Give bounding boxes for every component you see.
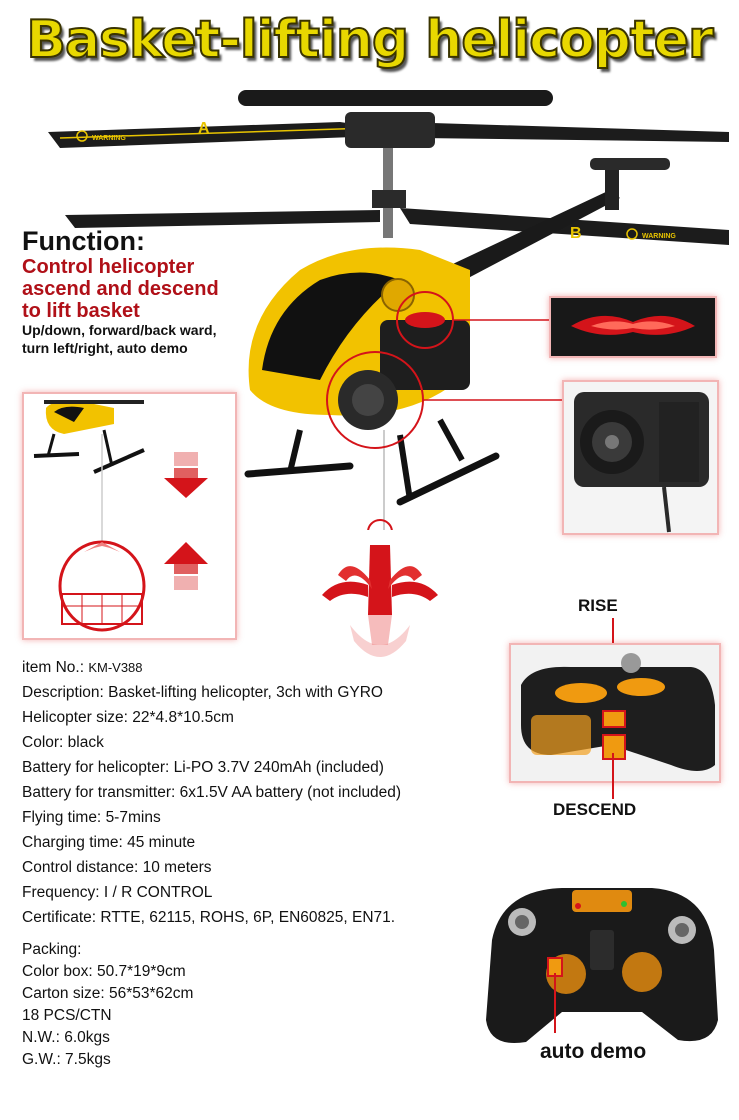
- function-highlight: [22, 256, 292, 322]
- blade-warning-text-1: WARNING: [92, 135, 126, 142]
- tail-rotor-bar: [590, 158, 670, 170]
- spec-row: [22, 908, 395, 928]
- function-highlight-line: to lift basket: [22, 300, 140, 322]
- rise-label: RISE: [578, 596, 618, 615]
- packing-line: G.W.: 7.5kgs: [22, 1051, 111, 1068]
- spec-row: [22, 833, 195, 853]
- rotor-hub: [345, 112, 435, 148]
- controller-closeup-inset: [509, 643, 721, 783]
- winch-hub: [352, 384, 384, 416]
- flybar: [238, 90, 553, 106]
- controller-closeup-image: [511, 645, 719, 781]
- skid-strut-1: [290, 430, 300, 472]
- blade-warning-text-2: WARNING: [642, 233, 676, 240]
- descend-label: DESCEND: [553, 800, 637, 819]
- tail-rotor-mount: [605, 170, 619, 210]
- skid-strut-3: [400, 435, 410, 500]
- red-led: [405, 312, 445, 328]
- skid-left: [248, 466, 350, 474]
- basket-lift-inset: [22, 392, 237, 640]
- spec-value: KM-V388: [88, 660, 143, 675]
- spec-row: [22, 683, 383, 703]
- packing-line: N.W.: 6.0kgs: [22, 1029, 110, 1046]
- spec-label: Battery for helicopter:: [22, 759, 170, 776]
- auto-demo-label: auto demo: [540, 1040, 647, 1063]
- spec-row: [22, 758, 384, 778]
- spec-row: [22, 808, 161, 828]
- spec-value: 10 meters: [142, 859, 212, 876]
- spec-row: [22, 708, 234, 728]
- spec-value: 45 minute: [127, 834, 196, 851]
- spec-label: Description:: [22, 684, 104, 701]
- spec-value: 6x1.5V AA battery (not included): [179, 784, 402, 801]
- spec-row: [22, 858, 212, 878]
- spec-label: Battery for transmitter:: [22, 784, 176, 801]
- callout-circle-hook: [368, 520, 392, 530]
- spec-value: 5-7mins: [105, 809, 161, 826]
- spec-label: Frequency:: [22, 884, 100, 901]
- spec-label: Control distance:: [22, 859, 139, 876]
- blade-letter-a: A: [198, 120, 210, 137]
- spec-label: Flying time:: [22, 809, 102, 826]
- skid-right: [400, 456, 496, 502]
- packing-line: Carton size: 56*53*62cm: [22, 985, 194, 1002]
- auto-demo-pointer-line: [554, 973, 556, 1033]
- function-heading: Function:: [22, 226, 145, 256]
- page-title: Basket-lifting helicopter: [26, 10, 713, 70]
- spec-row: [22, 883, 212, 903]
- basket-lift-diagram: [24, 394, 235, 638]
- spec-label: Helicopter size:: [22, 709, 128, 726]
- spec-label: Charging time:: [22, 834, 123, 851]
- lower-hub: [372, 190, 406, 208]
- gear-emblem: [382, 279, 414, 311]
- spec-value: Basket-lifting helicopter, 3ch with GYRO: [108, 684, 383, 701]
- spec-label: item No.:: [22, 659, 85, 676]
- spec-value: Li-PO 3.7V 240mAh (included): [173, 759, 384, 776]
- function-detail-line: turn left/right, auto demo: [22, 340, 188, 356]
- spec-value: RTTE, 62115, ROHS, 6P, EN60825, EN71.: [100, 909, 396, 926]
- winch-inset: [562, 380, 719, 535]
- spec-row: [22, 658, 143, 678]
- packing-heading: Packing:: [22, 941, 82, 958]
- spec-row: [22, 733, 104, 753]
- red-hook-image: [310, 545, 450, 675]
- function-detail-line: Up/down, forward/back ward,: [22, 322, 217, 338]
- led-glow-image: [551, 298, 715, 356]
- winch-closeup-image: [564, 382, 717, 533]
- blade-letter-b: B: [570, 225, 582, 242]
- function-details: [22, 321, 282, 357]
- remote-controller-image: [482, 880, 722, 1050]
- upper-blade-right: [400, 122, 729, 142]
- spec-row: [22, 783, 401, 803]
- led-inset: [549, 296, 717, 358]
- spec-label: Color:: [22, 734, 64, 751]
- spec-label: Certificate:: [22, 909, 97, 926]
- spec-value: I / R CONTROL: [103, 884, 213, 901]
- spec-value: 22*4.8*10.5cm: [132, 709, 234, 726]
- packing-line: 18 PCS/CTN: [22, 1007, 112, 1024]
- function-highlight-line: Control helicopter: [22, 256, 195, 278]
- descend-pointer-line: [612, 753, 614, 799]
- function-highlight-line: ascend and descend: [22, 278, 219, 300]
- spec-value: black: [67, 734, 104, 751]
- skid-strut-2: [440, 420, 462, 460]
- packing-line: Color box: 50.7*19*9cm: [22, 963, 186, 980]
